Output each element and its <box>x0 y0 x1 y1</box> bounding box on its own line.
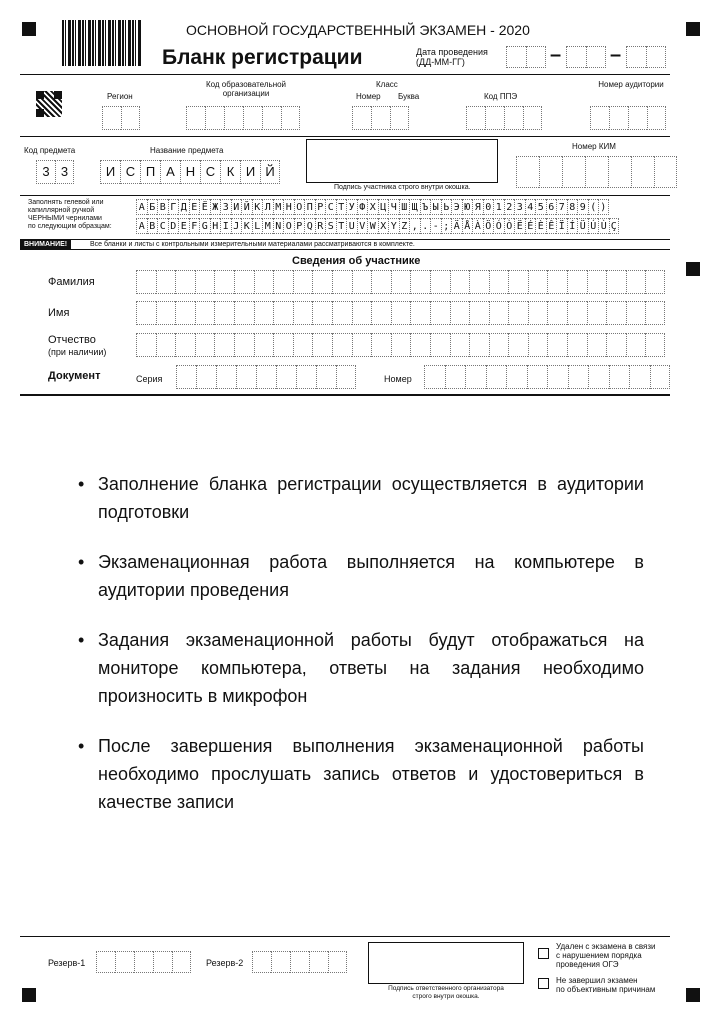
sample-glyph: V <box>357 218 368 234</box>
samples-instruction-line: капиллярной ручкой <box>28 207 95 214</box>
entry-cell[interactable] <box>506 365 527 389</box>
entry-cell[interactable] <box>371 333 391 357</box>
sample-glyph: A <box>136 218 147 234</box>
entry-cell[interactable] <box>156 270 176 294</box>
qr-code <box>36 91 62 117</box>
sample-glyph: Ù <box>598 218 609 234</box>
sample-glyph: Å <box>462 218 473 234</box>
subject-code-cells[interactable] <box>36 160 74 184</box>
not-finished-label-line: по объективным причинам <box>556 985 656 994</box>
organizer-signature-caption-line: строго внутри окошка. <box>412 993 480 1000</box>
entry-cell[interactable] <box>445 365 466 389</box>
sample-glyph: K <box>241 218 252 234</box>
instruction-item: • Заполнение бланка регистрации осуществляется в аудитории подготовки <box>78 470 644 526</box>
sample-glyph: Ю <box>462 199 473 215</box>
sample-glyph: ( <box>588 199 599 215</box>
entry-cell[interactable] <box>609 365 630 389</box>
region-cells[interactable] <box>102 106 140 130</box>
sample-glyph: Й <box>241 199 252 215</box>
entry-cell[interactable] <box>254 333 274 357</box>
entry-cell[interactable] <box>273 301 293 325</box>
entry-cell[interactable] <box>312 270 332 294</box>
entry-cell[interactable] <box>547 333 567 357</box>
sample-glyph: 3 <box>514 199 525 215</box>
sample-glyph: О <box>294 199 305 215</box>
entry-cell[interactable] <box>567 270 587 294</box>
entry-cell[interactable] <box>234 301 254 325</box>
sample-glyph: D <box>168 218 179 234</box>
ppe-code-label: Код ППЭ <box>484 92 518 101</box>
sample-glyph: З <box>220 199 231 215</box>
entry-cell[interactable] <box>316 365 336 389</box>
date-month[interactable] <box>566 46 606 68</box>
subject-code-digit: 3 <box>55 160 74 184</box>
form-title: Бланк регистрации <box>162 46 363 69</box>
sample-glyph: В <box>157 199 168 215</box>
entry-cell[interactable] <box>629 365 650 389</box>
sample-glyph: Ж <box>210 199 221 215</box>
entry-cell[interactable] <box>528 301 548 325</box>
sample-glyph: È <box>535 218 546 234</box>
org-code-label <box>196 80 296 98</box>
sample-glyph: Т <box>336 199 347 215</box>
entry-cell[interactable] <box>645 270 665 294</box>
document-label: Документ <box>48 370 101 382</box>
not-finished-checkbox[interactable] <box>538 978 549 989</box>
room-number-label <box>596 80 666 89</box>
reserve-2-label: Резерв-2 <box>206 958 244 968</box>
sample-glyph: Я <box>472 199 483 215</box>
entry-cell[interactable] <box>296 365 316 389</box>
removed-checkbox[interactable] <box>538 948 549 959</box>
sample-glyph: Е <box>189 199 200 215</box>
subject-name-label: Название предмета <box>150 146 224 155</box>
sample-glyph: E <box>178 218 189 234</box>
entry-cell[interactable] <box>332 270 352 294</box>
entry-cell[interactable] <box>371 301 391 325</box>
entry-cell[interactable] <box>352 270 372 294</box>
subject-name-letter: П <box>140 160 160 184</box>
entry-cell[interactable] <box>606 333 626 357</box>
ppe-code-cells[interactable] <box>466 106 542 130</box>
entry-cell[interactable] <box>175 301 195 325</box>
kim-number-cells[interactable] <box>516 156 677 188</box>
sample-glyph: Э <box>451 199 462 215</box>
class-label: Класс <box>376 80 398 89</box>
series-label: Серия <box>136 374 163 384</box>
entry-cell[interactable] <box>195 333 215 357</box>
sample-glyph: 8 <box>567 199 578 215</box>
entry-cell[interactable] <box>588 365 609 389</box>
sample-glyph: Ё <box>199 199 210 215</box>
subject-name-letter: К <box>220 160 240 184</box>
entry-cell[interactable] <box>626 301 646 325</box>
sample-glyph: Ï <box>556 218 567 234</box>
entry-cell[interactable] <box>214 270 234 294</box>
subject-name-letter: Н <box>180 160 200 184</box>
sample-glyph: Ц <box>378 199 389 215</box>
entry-cell[interactable] <box>332 301 352 325</box>
entry-cell[interactable] <box>196 365 216 389</box>
attention-bar <box>20 239 670 250</box>
entry-cell[interactable] <box>508 333 528 357</box>
sample-glyph: С <box>325 199 336 215</box>
org-code-text: Код образовательной организации <box>205 80 287 98</box>
latin-sample-row <box>136 218 619 234</box>
sample-glyph: Д <box>178 199 189 215</box>
entry-cell[interactable] <box>234 333 254 357</box>
registration-mark-mid-right <box>686 262 700 276</box>
entry-cell[interactable] <box>254 270 274 294</box>
barcode <box>62 20 142 66</box>
sample-glyph: Ö <box>483 218 494 234</box>
sample-glyph: М <box>273 199 284 215</box>
kim-number-label: Номер КИМ <box>572 142 616 151</box>
removed-label-line: проведения ОГЭ <box>556 960 619 969</box>
entry-cell[interactable] <box>567 333 587 357</box>
entry-cell[interactable] <box>410 270 430 294</box>
entry-cell[interactable] <box>547 301 567 325</box>
sample-glyph: К <box>252 199 263 215</box>
entry-cell[interactable] <box>626 333 646 357</box>
region-label: Регион <box>107 92 133 101</box>
entry-cell[interactable] <box>195 301 215 325</box>
participant-signature-caption: Подпись участника строго внутри окошка. <box>334 184 471 191</box>
entry-cell[interactable] <box>527 365 548 389</box>
entry-cell[interactable] <box>276 365 296 389</box>
sample-glyph: Н <box>283 199 294 215</box>
sample-glyph: Ë <box>514 218 525 234</box>
sample-glyph: 2 <box>504 199 515 215</box>
sample-glyph: H <box>210 218 221 234</box>
sample-glyph: Y <box>388 218 399 234</box>
date-dash-1: – <box>550 44 562 66</box>
entry-cell[interactable] <box>430 333 450 357</box>
sample-glyph: - <box>430 218 441 234</box>
sample-glyph: X <box>378 218 389 234</box>
entry-cell[interactable] <box>176 365 196 389</box>
removed-label-line: с нарушением порядка <box>556 951 642 960</box>
registration-mark-bottom-left <box>22 988 36 1002</box>
subject-name-letter: С <box>120 160 140 184</box>
entry-cell[interactable] <box>469 333 489 357</box>
entry-cell[interactable] <box>645 301 665 325</box>
date-label: Дата проведения <box>416 47 488 57</box>
sample-glyph: Ф <box>357 199 368 215</box>
subject-name-letter: И <box>100 160 120 184</box>
entry-cell[interactable] <box>430 301 450 325</box>
footer-rule <box>20 936 670 937</box>
samples-instruction <box>28 199 112 231</box>
entry-cell[interactable] <box>391 270 411 294</box>
entry-cell[interactable] <box>469 270 489 294</box>
subject-code-label: Код предмета <box>24 146 76 155</box>
date-format: (ДД-ММ-ГГ) <box>416 57 465 67</box>
entry-cell[interactable] <box>273 270 293 294</box>
entry-cell[interactable] <box>567 301 587 325</box>
patronymic-note: (при наличии) <box>48 347 107 357</box>
entry-cell[interactable] <box>508 270 528 294</box>
sample-glyph: П <box>304 199 315 215</box>
subject-name-letter: С <box>200 160 220 184</box>
sample-glyph: É <box>525 218 536 234</box>
entry-cell[interactable] <box>136 301 156 325</box>
instruction-list <box>78 470 644 838</box>
class-letter-label: Буква <box>398 92 420 101</box>
instruction-item: • После завершения выполнения экзаменационной работы необходимо прослушать запись ответов и удостовериться в качестве записи <box>78 732 644 816</box>
entry-cell[interactable] <box>489 270 509 294</box>
sample-glyph: Р <box>315 199 326 215</box>
registration-mark-bottom-right <box>686 988 700 1002</box>
organizer-signature-box[interactable] <box>368 942 524 984</box>
entry-cell[interactable] <box>528 333 548 357</box>
class-cells[interactable] <box>352 106 409 130</box>
entry-cell[interactable] <box>606 301 626 325</box>
sample-glyph: Ò <box>504 218 515 234</box>
exam-title: ОСНОВНОЙ ГОСУДАРСТВЕННЫЙ ЭКЗАМЕН - 2020 <box>186 22 530 38</box>
sample-glyph: Í <box>567 218 578 234</box>
entry-cell[interactable] <box>156 333 176 357</box>
entry-cell[interactable] <box>293 333 313 357</box>
registration-mark-top-right <box>686 22 700 36</box>
entry-cell[interactable] <box>489 301 509 325</box>
sample-glyph: А <box>136 199 147 215</box>
cyrillic-sample-row <box>136 199 609 215</box>
entry-cell[interactable] <box>587 301 607 325</box>
first-name-cells[interactable] <box>136 301 665 325</box>
sample-glyph: Б <box>147 199 158 215</box>
sample-glyph: I <box>220 218 231 234</box>
entry-cell[interactable] <box>424 365 445 389</box>
entry-cell[interactable] <box>236 365 256 389</box>
not-finished-label-line: Не завершил экзамен <box>556 976 638 985</box>
document-series-cells[interactable] <box>176 365 356 389</box>
not-finished-label <box>556 976 655 994</box>
subject-name-cells[interactable] <box>100 160 280 184</box>
subject-code-digit: 3 <box>36 160 55 184</box>
entry-cell[interactable] <box>391 333 411 357</box>
patronymic-label: Отчество <box>48 334 96 346</box>
entry-cell[interactable] <box>508 301 528 325</box>
attention-label: ВНИМАНИЕ! <box>20 240 71 249</box>
sample-glyph: Ш <box>399 199 410 215</box>
sample-glyph: , <box>409 218 420 234</box>
participant-signature-box[interactable] <box>306 139 498 183</box>
entry-cell[interactable] <box>136 270 156 294</box>
codes-rule <box>20 136 670 137</box>
first-name-label: Имя <box>48 307 70 319</box>
sample-glyph: W <box>367 218 378 234</box>
sample-glyph: Z <box>399 218 410 234</box>
entry-cell[interactable] <box>214 301 234 325</box>
entry-cell[interactable] <box>645 333 665 357</box>
date-year[interactable] <box>626 46 666 68</box>
sample-glyph: ) <box>598 199 609 215</box>
entry-cell[interactable] <box>371 270 391 294</box>
subject-name-letter: А <box>160 160 180 184</box>
entry-cell[interactable] <box>352 301 372 325</box>
entry-cell[interactable] <box>450 270 470 294</box>
entry-cell[interactable] <box>450 333 470 357</box>
subject-name-letter: И <box>240 160 260 184</box>
entry-cell[interactable] <box>136 333 156 357</box>
entry-cell[interactable] <box>214 333 234 357</box>
room-number-text: Номер аудитории <box>598 80 664 89</box>
sample-glyph: R <box>315 218 326 234</box>
entry-cell[interactable] <box>450 301 470 325</box>
sample-glyph: 9 <box>577 199 588 215</box>
sample-glyph: Г <box>168 199 179 215</box>
sample-glyph: Ê <box>546 218 557 234</box>
sample-glyph: S <box>325 218 336 234</box>
entry-cell[interactable] <box>469 301 489 325</box>
sample-glyph: À <box>472 218 483 234</box>
surname-cells[interactable] <box>136 270 665 294</box>
removed-label <box>556 942 655 969</box>
sample-glyph: Ъ <box>420 199 431 215</box>
entry-cell[interactable] <box>547 270 567 294</box>
entry-cell[interactable] <box>293 301 313 325</box>
reserve-1-cells[interactable] <box>96 951 191 973</box>
sample-glyph: 7 <box>556 199 567 215</box>
sample-glyph: И <box>231 199 242 215</box>
entry-cell[interactable] <box>430 270 450 294</box>
sample-glyph: Ç <box>609 218 620 234</box>
entry-cell[interactable] <box>312 333 332 357</box>
sample-glyph: 6 <box>546 199 557 215</box>
entry-cell[interactable] <box>332 333 352 357</box>
entry-cell[interactable] <box>410 333 430 357</box>
entry-cell[interactable] <box>336 365 356 389</box>
samples-instruction-line: по следующим образцам: <box>28 223 112 230</box>
date-dash-2: – <box>610 44 622 66</box>
entry-cell[interactable] <box>273 333 293 357</box>
attention-text: Все бланки и листы с контрольными измерительными материалами рассматриваются в комплекте. <box>90 241 415 248</box>
entry-cell[interactable] <box>352 333 372 357</box>
organizer-signature-caption-line: Подпись ответственного организатора <box>388 985 504 992</box>
registration-mark-top-left <box>22 22 36 36</box>
entry-cell[interactable] <box>547 365 568 389</box>
sample-glyph: ; <box>441 218 452 234</box>
surname-label: Фамилия <box>48 276 95 288</box>
sample-glyph: T <box>336 218 347 234</box>
entry-cell[interactable] <box>175 333 195 357</box>
entry-cell[interactable] <box>216 365 236 389</box>
sample-glyph: Л <box>262 199 273 215</box>
sample-glyph: Х <box>367 199 378 215</box>
entry-cell[interactable] <box>256 365 276 389</box>
instruction-item: • Экзаменационная работа выполняется на компьютере в аудитории проведения <box>78 548 644 604</box>
sample-glyph: N <box>273 218 284 234</box>
room-number-cells[interactable] <box>590 106 666 130</box>
entry-cell[interactable] <box>626 270 646 294</box>
sample-glyph: U <box>346 218 357 234</box>
sample-glyph: Ä <box>451 218 462 234</box>
entry-cell[interactable] <box>650 365 671 389</box>
sample-glyph: У <box>346 199 357 215</box>
entry-cell[interactable] <box>254 301 274 325</box>
sample-glyph: F <box>189 218 200 234</box>
organizer-signature-caption <box>368 985 524 1001</box>
entry-cell[interactable] <box>391 301 411 325</box>
sample-glyph: Ь <box>441 199 452 215</box>
sample-glyph: 4 <box>525 199 536 215</box>
subject-rule <box>20 195 670 196</box>
samples-instruction-line: Заполнять гелевой или <box>28 199 104 206</box>
sample-glyph: Ú <box>588 218 599 234</box>
entry-cell[interactable] <box>528 270 548 294</box>
entry-cell[interactable] <box>606 270 626 294</box>
subject-name-letter: Й <box>260 160 280 184</box>
sample-glyph: J <box>231 218 242 234</box>
entry-cell[interactable] <box>568 365 589 389</box>
entry-cell[interactable] <box>489 333 509 357</box>
samples-instruction-line: ЧЕРНЫМИ чернилами <box>28 215 102 222</box>
sample-glyph: 5 <box>535 199 546 215</box>
entry-cell[interactable] <box>587 270 607 294</box>
sample-glyph: G <box>199 218 210 234</box>
entry-cell[interactable] <box>293 270 313 294</box>
sample-glyph: P <box>294 218 305 234</box>
reserve-2-cells[interactable] <box>252 951 347 973</box>
removed-label-line: Удален с экзамена в связи <box>556 942 656 951</box>
entry-cell[interactable] <box>234 270 254 294</box>
number-label: Номер <box>384 374 412 384</box>
entry-cell[interactable] <box>587 333 607 357</box>
entry-cell[interactable] <box>156 301 176 325</box>
entry-cell[interactable] <box>410 301 430 325</box>
sample-glyph: Q <box>304 218 315 234</box>
sample-glyph: Ó <box>493 218 504 234</box>
reserve-1-label: Резерв-1 <box>48 958 86 968</box>
org-code-cells[interactable] <box>186 106 300 130</box>
sample-glyph: O <box>283 218 294 234</box>
entry-cell[interactable] <box>175 270 195 294</box>
sample-glyph: Ü <box>577 218 588 234</box>
sample-glyph: 0 <box>483 199 494 215</box>
sample-glyph: Ы <box>430 199 441 215</box>
entry-cell[interactable] <box>465 365 486 389</box>
sample-glyph: L <box>252 218 263 234</box>
sample-glyph: C <box>157 218 168 234</box>
entry-cell[interactable] <box>195 270 215 294</box>
sample-glyph: Щ <box>409 199 420 215</box>
instruction-item: • Задания экзаменационной работы будут отображаться на мониторе компьютера, ответы на задания необходимо произносить в микрофон <box>78 626 644 710</box>
sample-glyph: M <box>262 218 273 234</box>
entry-cell[interactable] <box>312 301 332 325</box>
sample-glyph: 1 <box>493 199 504 215</box>
header-rule <box>20 74 670 75</box>
participant-section-title: Сведения об участнике <box>292 255 421 267</box>
sample-glyph: . <box>420 218 431 234</box>
sample-glyph: B <box>147 218 158 234</box>
patronymic-cells[interactable] <box>136 333 665 357</box>
date-day[interactable] <box>506 46 546 68</box>
document-number-cells[interactable] <box>424 365 670 389</box>
participant-rule <box>20 394 670 396</box>
entry-cell[interactable] <box>486 365 507 389</box>
class-number-label: Номер <box>356 92 381 101</box>
sample-glyph: Ч <box>388 199 399 215</box>
